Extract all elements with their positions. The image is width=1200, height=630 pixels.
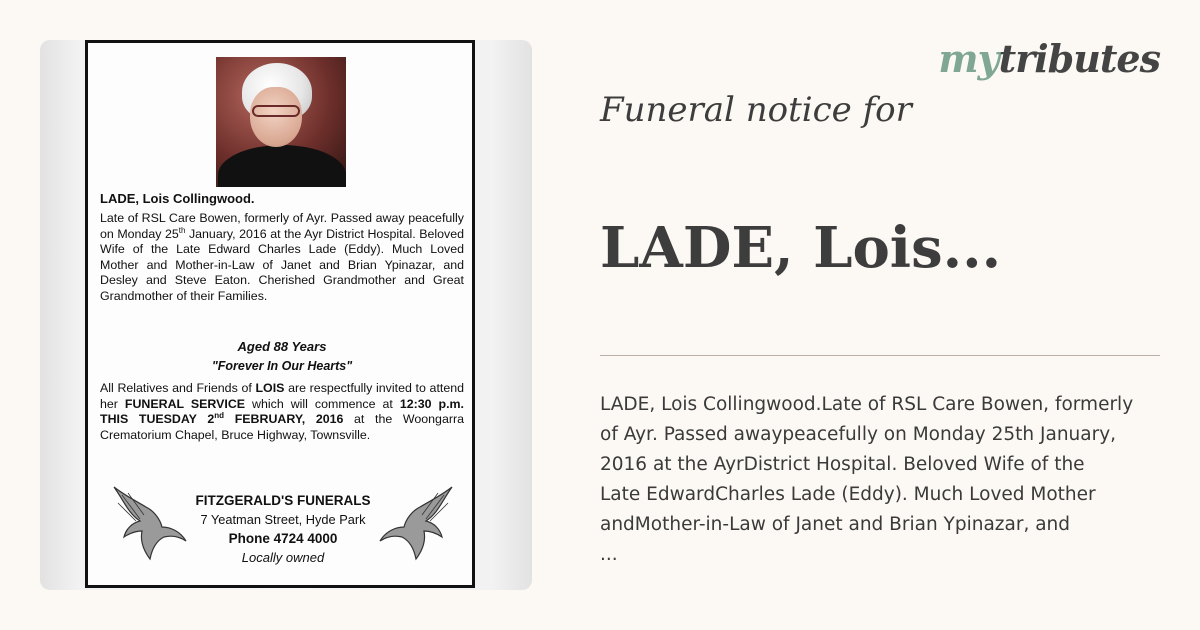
funeral-home-name: FITZGERALD'S FUNERALS: [195, 493, 371, 508]
notice-summary: [600, 390, 1180, 570]
mytributes-logo[interactable]: mytributes: [938, 36, 1160, 81]
notice-quote: "Forever In Our Hearts": [211, 359, 353, 373]
deceased-photo: [216, 57, 346, 187]
summary-line: Late EdwardCharles Lade (Eddy). Much Loved Mother: [600, 484, 1096, 505]
notice-image-panel: [40, 40, 532, 590]
summary-line: ...: [600, 544, 618, 565]
notice-name: LADE, Lois Collingwood.: [100, 191, 255, 206]
notice-service-details: All Relatives and Friends of LOIS are respectfully invited to attend her FUNERAL SERVICE which will commence at 12:30 p.m. THIS TUESDAY 2nd FEBRUARY, 2016 at the Woongarra Crematorium Chapel, Bruce Highway, Townsville.: [100, 381, 464, 442]
summary-line: andMother-in-Law of Janet and Brian Ypinazar, and: [600, 514, 1071, 535]
funeral-home-phone: Phone 4724 4000: [228, 531, 338, 546]
notice-label: Funeral notice for: [600, 90, 912, 130]
newspaper-clipping: [85, 40, 475, 588]
notice-body: Late of RSL Care Bowen, formerly of Ayr. Passed away peacefully on Monday 25th January, 2016 at the Ayr District Hospital. Beloved Wife of the Late Edward Charles Lade (Eddy). Much Loved Mother and Mother-in-Law of Janet and Brian Ypinazar, and Desley and Steve Eaton. Cherished Grandmother and Great Grandmother of their Families.: [100, 211, 464, 303]
deceased-name-heading: LADE, Lois...: [600, 215, 1002, 281]
funeral-home-address: 7 Yeatman Street, Hyde Park: [200, 512, 366, 527]
notice-age: Aged 88 Years: [237, 339, 327, 354]
summary-line: of Ayr. Passed awaypeacefully on Monday 25th January,: [600, 424, 1117, 445]
funeral-home-tagline: Locally owned: [241, 550, 325, 565]
summary-line: LADE, Lois Collingwood.Late of RSL Care Bowen, formerly: [600, 394, 1134, 415]
divider: [600, 355, 1160, 356]
funeral-home-block: [148, 491, 418, 567]
summary-line: 2016 at the AyrDistrict Hospital. Beloved Wife of the: [600, 454, 1085, 475]
